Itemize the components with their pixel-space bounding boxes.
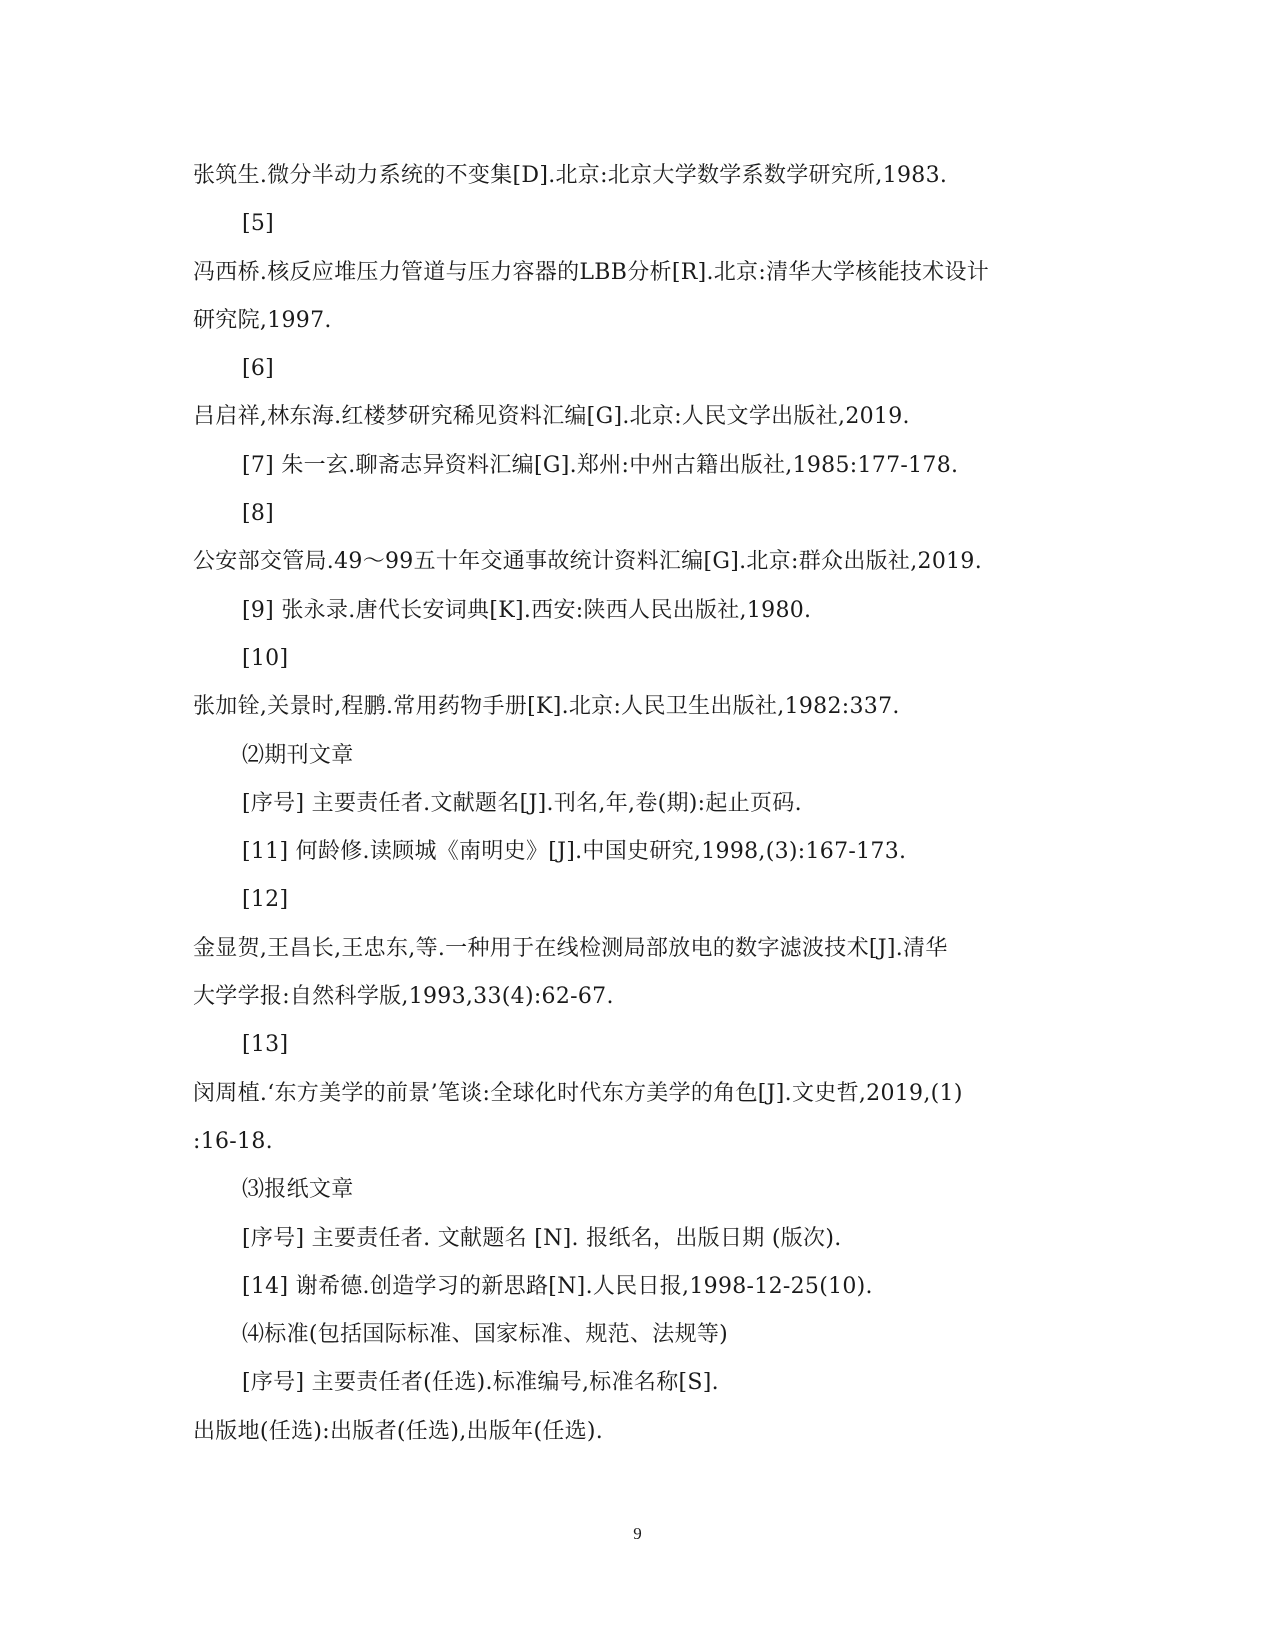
text-line: [9] 张永录.唐代长安词典[K].西安:陕西人民出版社,1980. bbox=[242, 597, 812, 623]
text-line: ⑵期刊文章 bbox=[242, 742, 354, 768]
text-line: [8] bbox=[242, 501, 275, 527]
text-line: 张筑生.微分半动力系统的不变集[D].北京:北京大学数学系数学研究所,1983. bbox=[193, 163, 948, 188]
text-line: :16-18. bbox=[193, 1128, 273, 1154]
text-line: [7] 朱一玄.聊斋志异资料汇编[G].郑州:中州古籍出版社,1985:177-178. bbox=[242, 452, 959, 478]
text-line: [12] bbox=[242, 887, 289, 913]
text-line: [13] bbox=[242, 1032, 289, 1058]
text-line: 张加铨,关景时,程鹏.常用药物手册[K].北京:人民卫生出版社,1982:337. bbox=[193, 694, 900, 720]
text-line: ⑷标准(包括国际标准、国家标准、规范、法规等) bbox=[242, 1322, 729, 1348]
reference-list bbox=[193, 152, 1093, 1456]
text-line: 大学学报:自然科学版,1993,33(4):62-67. bbox=[193, 984, 614, 1010]
text-line: [6] bbox=[242, 356, 275, 382]
text-line: [序号] 主要责任者(任选).标准编号,标准名称[S]. bbox=[242, 1370, 719, 1396]
text-line: [14] 谢希德.创造学习的新思路[N].人民日报,1998-12-25(10). bbox=[242, 1273, 873, 1299]
text-line: 闵周植.‘东方美学的前景’笔谈:全球化时代东方美学的角色[J].文史哲,2019,(1) bbox=[193, 1080, 963, 1106]
text-line: [序号] 主要责任者. 文献题名 [N]. 报纸名，出版日期 (版次). bbox=[242, 1225, 842, 1251]
text-line: 出版地(任选):出版者(任选),出版年(任选). bbox=[193, 1418, 604, 1444]
text-line: ⑶报纸文章 bbox=[242, 1177, 354, 1203]
page-number: 9 bbox=[633, 1524, 642, 1543]
text-line: 公安部交管局.49～99五十年交通事故统计资料汇编[G].北京:群众出版社,2019. bbox=[193, 549, 983, 575]
text-line: 金显贺,王昌长,王忠东,等.一种用于在线检测局部放电的数字滤波技术[J].清华 bbox=[193, 935, 948, 961]
text-line: 研究院,1997. bbox=[193, 307, 332, 333]
text-line: [11] 何龄修.读顾城《南明史》[J].中国史研究,1998,(3):167-173. bbox=[242, 839, 907, 865]
text-line: [5] bbox=[242, 211, 275, 237]
text-line: 吕启祥,林东海.红楼梦研究稀见资料汇编[G].北京:人民文学出版社,2019. bbox=[193, 404, 910, 430]
text-line: [10] bbox=[242, 645, 289, 671]
text-line: 冯西桥.核反应堆压力管道与压力容器的LBB分析[R].北京:清华大学核能技术设计 bbox=[193, 259, 990, 285]
text-line: [序号] 主要责任者.文献题名[J].刊名,年,卷(期):起止页码. bbox=[242, 790, 802, 816]
